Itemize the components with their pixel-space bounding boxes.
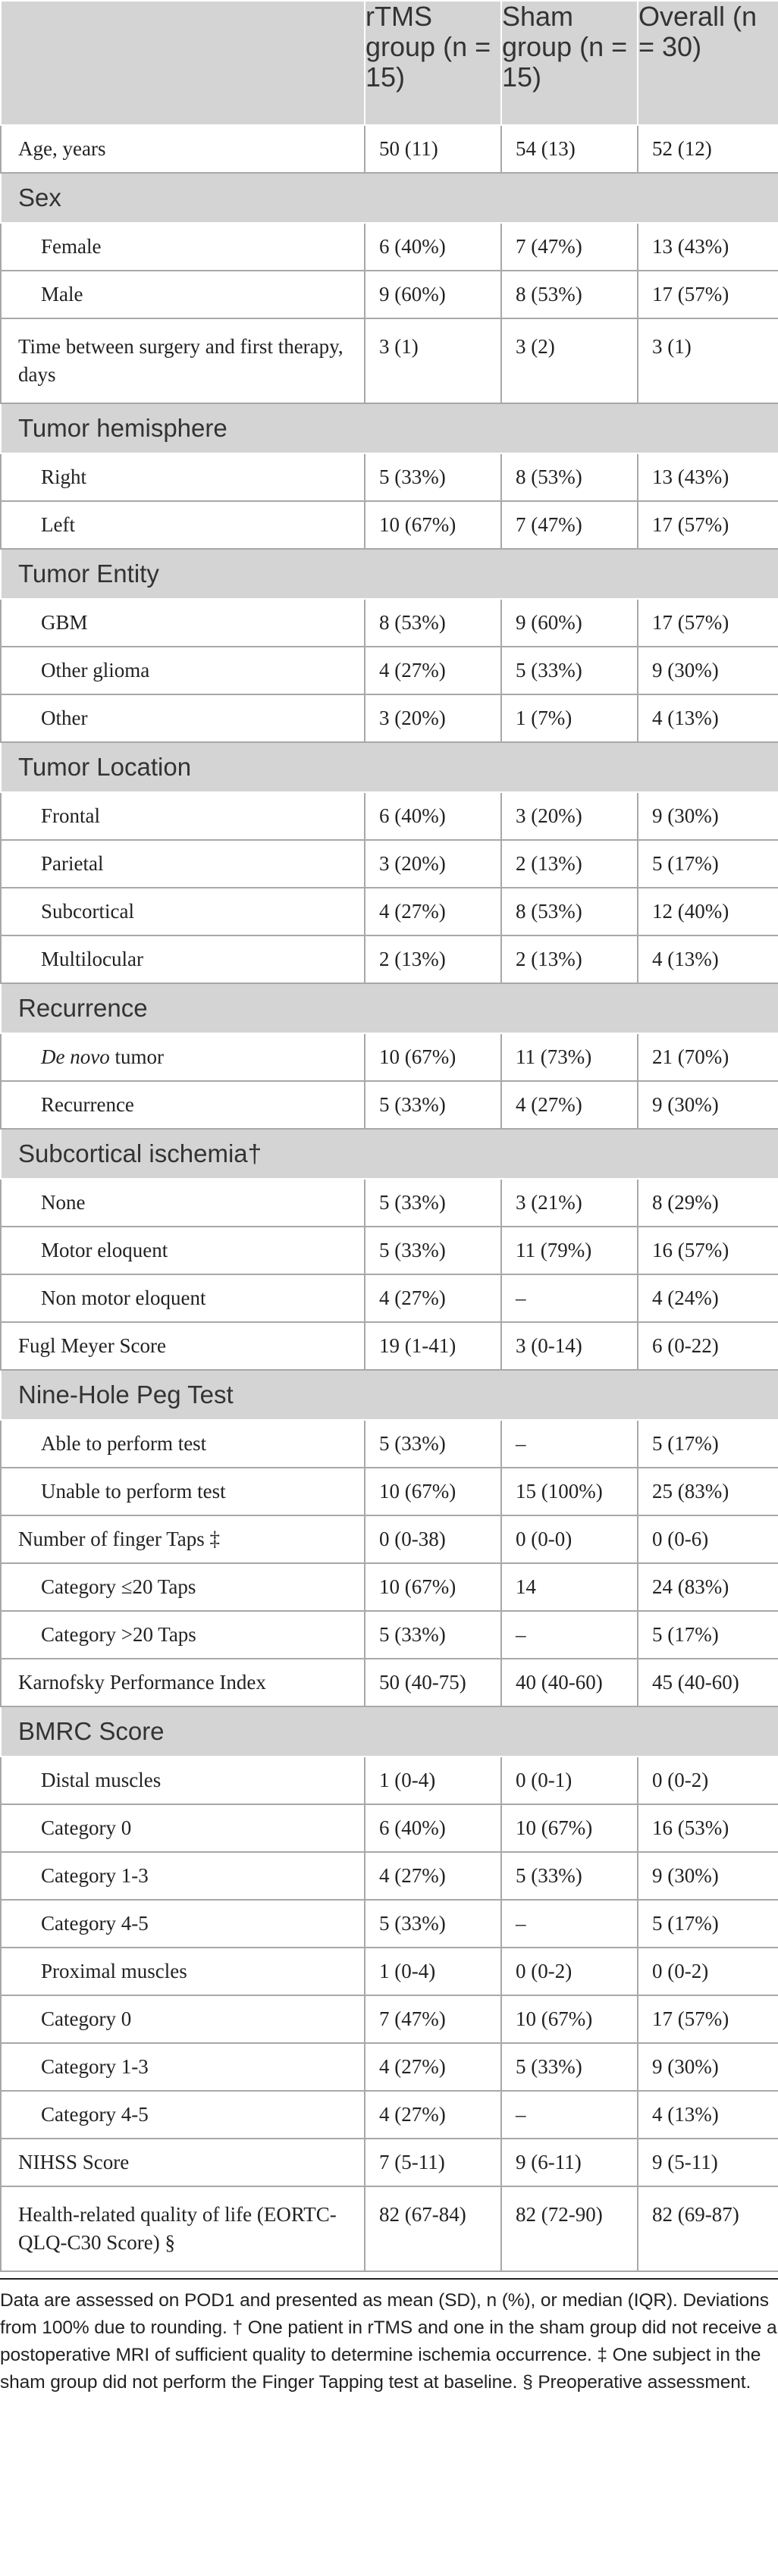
value-overall: 24 (83%) [638,1563,778,1611]
row-label: Karnofsky Performance Index [1,1659,365,1706]
value-rtms: 10 (67%) [365,1033,501,1081]
value-rtms: 10 (67%) [365,501,501,549]
value-overall: 16 (53%) [638,1804,778,1852]
value-sham: 5 (33%) [501,647,638,694]
value-rtms: 4 (27%) [365,888,501,935]
row-label: Non motor eloquent [1,1274,365,1322]
value-rtms: 19 (1-41) [365,1322,501,1370]
value-sham: 3 (20%) [501,792,638,840]
table-row [1,125,778,173]
value-overall: 17 (57%) [638,501,778,549]
value-overall: 0 (0-2) [638,1757,778,1804]
value-overall: 5 (17%) [638,1611,778,1659]
value-overall: 0 (0-2) [638,1948,778,1995]
header-overall: Overall (n = 30) [638,1,778,125]
value-sham: – [501,1274,638,1322]
section-title: BMRC Score [1,1706,778,1757]
row-label: Category 1-3 [1,2043,365,2091]
value-sham: 0 (0-0) [501,1515,638,1563]
value-overall: 25 (83%) [638,1468,778,1515]
value-rtms: 4 (27%) [365,2091,501,2139]
value-overall: 12 (40%) [638,888,778,935]
table-row [1,647,778,694]
row-label: Other [1,694,365,742]
value-overall: 5 (17%) [638,1900,778,1948]
value-rtms: 6 (40%) [365,792,501,840]
value-overall: 82 (69-87) [638,2186,778,2271]
value-overall: 8 (29%) [638,1179,778,1227]
value-sham: 8 (53%) [501,453,638,501]
table-row [1,1757,778,1804]
row-label-rest: tumor [109,1045,164,1068]
row-label: NIHSS Score [1,2139,365,2186]
value-sham: 11 (73%) [501,1033,638,1081]
value-rtms: 5 (33%) [365,1081,501,1129]
value-rtms: 10 (67%) [365,1468,501,1515]
value-overall: 17 (57%) [638,271,778,318]
value-sham: 11 (79%) [501,1227,638,1274]
section-header-row [1,403,778,453]
table-row [1,1179,778,1227]
row-label: Category ≤20 Taps [1,1563,365,1611]
section-header-row [1,549,778,599]
value-overall: 9 (30%) [638,647,778,694]
section-title: Recurrence [1,983,778,1033]
value-rtms: 4 (27%) [365,1274,501,1322]
section-title: Tumor hemisphere [1,403,778,453]
value-overall: 6 (0-22) [638,1322,778,1370]
value-overall: 5 (17%) [638,1420,778,1468]
value-rtms: 0 (0-38) [365,1515,501,1563]
value-sham: 10 (67%) [501,1804,638,1852]
row-label: Number of finger Taps ‡ [1,1515,365,1563]
row-label: Health-related quality of life (EORTC-QLQ-C30 Score) § [1,2186,365,2271]
row-label: Recurrence [1,1081,365,1129]
value-rtms: 5 (33%) [365,1179,501,1227]
row-label: Subcortical [1,888,365,935]
row-label: Other glioma [1,647,365,694]
table-row [1,1468,778,1515]
value-rtms: 50 (40-75) [365,1659,501,1706]
table-row [1,1611,778,1659]
value-rtms: 5 (33%) [365,1611,501,1659]
table-row [1,2091,778,2139]
value-sham: 9 (6-11) [501,2139,638,2186]
table-row [1,792,778,840]
value-sham: – [501,1611,638,1659]
table-row [1,1659,778,1706]
section-header-row [1,742,778,792]
value-overall: 5 (17%) [638,840,778,888]
value-overall: 9 (30%) [638,1081,778,1129]
row-label: Category 0 [1,1995,365,2043]
table-row [1,453,778,501]
table-row [1,2186,778,2271]
value-overall: 17 (57%) [638,599,778,647]
row-label: Male [1,271,365,318]
table-row [1,1322,778,1370]
table-row [1,1804,778,1852]
table-body [1,125,778,2271]
row-label: Category 4-5 [1,1900,365,1948]
table-row [1,1563,778,1611]
row-label: Female [1,223,365,271]
value-overall: 9 (30%) [638,792,778,840]
value-rtms: 1 (0-4) [365,1757,501,1804]
table-row [1,1852,778,1900]
section-header-row [1,173,778,223]
row-label [1,1033,365,1081]
value-rtms: 3 (20%) [365,694,501,742]
table-row [1,318,778,403]
row-label: Distal muscles [1,1757,365,1804]
section-title: Tumor Location [1,742,778,792]
value-sham: 2 (13%) [501,840,638,888]
row-label: Parietal [1,840,365,888]
row-label: Unable to perform test [1,1468,365,1515]
row-label: Category 1-3 [1,1852,365,1900]
value-rtms: 9 (60%) [365,271,501,318]
value-overall: 52 (12) [638,125,778,173]
section-title: Tumor Entity [1,549,778,599]
value-overall: 16 (57%) [638,1227,778,1274]
section-title: Subcortical ischemia† [1,1129,778,1179]
table-row [1,2043,778,2091]
table-row [1,694,778,742]
value-sham: – [501,1900,638,1948]
section-header-row [1,1706,778,1757]
table-row [1,1420,778,1468]
value-sham: – [501,2091,638,2139]
value-overall: 0 (0-6) [638,1515,778,1563]
value-rtms: 4 (27%) [365,647,501,694]
row-label-italic: De novo [41,1045,110,1068]
table-row [1,501,778,549]
value-sham: 82 (72-90) [501,2186,638,2271]
value-overall: 4 (13%) [638,2091,778,2139]
row-label: Category >20 Taps [1,1611,365,1659]
table-row [1,271,778,318]
value-sham: 3 (0-14) [501,1322,638,1370]
value-rtms: 5 (33%) [365,1900,501,1948]
value-sham: 40 (40-60) [501,1659,638,1706]
value-rtms: 6 (40%) [365,223,501,271]
value-overall: 9 (30%) [638,1852,778,1900]
section-header-row [1,983,778,1033]
value-sham: – [501,1420,638,1468]
row-label: Motor eloquent [1,1227,365,1274]
value-sham: 14 [501,1563,638,1611]
value-rtms: 5 (33%) [365,1227,501,1274]
row-label: Able to perform test [1,1420,365,1468]
value-overall: 4 (13%) [638,694,778,742]
value-rtms: 3 (20%) [365,840,501,888]
row-label: GBM [1,599,365,647]
value-sham: 7 (47%) [501,223,638,271]
header-sham-group: Sham group (n = 15) [501,1,638,125]
row-label: Category 0 [1,1804,365,1852]
table-row [1,1081,778,1129]
row-label: Fugl Meyer Score [1,1322,365,1370]
table-row [1,935,778,983]
table-row [1,1033,778,1081]
table-row [1,1274,778,1322]
value-sham: 7 (47%) [501,501,638,549]
value-sham: 4 (27%) [501,1081,638,1129]
table-row [1,1948,778,1995]
value-overall: 4 (24%) [638,1274,778,1322]
row-label: Category 4-5 [1,2091,365,2139]
table-row [1,1900,778,1948]
value-sham: 10 (67%) [501,1995,638,2043]
value-rtms: 7 (5-11) [365,2139,501,2186]
value-sham: 3 (2) [501,318,638,403]
value-rtms: 4 (27%) [365,2043,501,2091]
row-label: Multilocular [1,935,365,983]
table-row [1,888,778,935]
value-overall: 9 (30%) [638,2043,778,2091]
value-sham: 15 (100%) [501,1468,638,1515]
value-sham: 5 (33%) [501,1852,638,1900]
value-rtms: 4 (27%) [365,1852,501,1900]
value-overall: 4 (13%) [638,935,778,983]
value-sham: 8 (53%) [501,888,638,935]
value-rtms: 82 (67-84) [365,2186,501,2271]
section-header-row [1,1129,778,1179]
value-sham: 3 (21%) [501,1179,638,1227]
value-overall: 13 (43%) [638,223,778,271]
row-label: Age, years [1,125,365,173]
table-row [1,599,778,647]
value-sham: 9 (60%) [501,599,638,647]
value-overall: 13 (43%) [638,453,778,501]
value-rtms: 1 (0-4) [365,1948,501,1995]
row-label: Right [1,453,365,501]
table-row [1,223,778,271]
table-row [1,2139,778,2186]
value-rtms: 5 (33%) [365,1420,501,1468]
table-row [1,840,778,888]
value-overall: 45 (40-60) [638,1659,778,1706]
value-sham: 2 (13%) [501,935,638,983]
value-rtms: 10 (67%) [365,1563,501,1611]
header-rtms-group: rTMS group (n = 15) [365,1,501,125]
value-sham: 8 (53%) [501,271,638,318]
value-overall: 3 (1) [638,318,778,403]
table-header-row [1,1,778,125]
row-label: Frontal [1,792,365,840]
table-row [1,1515,778,1563]
value-rtms: 8 (53%) [365,599,501,647]
header-blank-cell [1,1,365,125]
value-sham: 5 (33%) [501,2043,638,2091]
value-rtms: 50 (11) [365,125,501,173]
value-sham: 0 (0-2) [501,1948,638,1995]
row-label: Proximal muscles [1,1948,365,1995]
section-header-row [1,1370,778,1420]
value-sham: 1 (7%) [501,694,638,742]
value-rtms: 7 (47%) [365,1995,501,2043]
value-overall: 9 (5-11) [638,2139,778,2186]
row-label: None [1,1179,365,1227]
value-sham: 0 (0-1) [501,1757,638,1804]
section-title: Sex [1,173,778,223]
table-row [1,1227,778,1274]
row-label: Left [1,501,365,549]
value-overall: 17 (57%) [638,1995,778,2043]
table-row [1,1995,778,2043]
row-label: Time between surgery and first therapy, days [1,318,365,403]
table-footnote: Data are assessed on POD1 and presented as mean (SD), n (%), or median (IQR). Deviations from 100% due to rounding. † One patient in rTMS and one in the sham group did not receive a postoperative MRI of sufficient quality to determine ischemia occurrence. ‡ One subject in the sham group did not perform the Finger Tapping test at baseline. § Preoperative assessment. [0,2278,778,2396]
value-rtms: 2 (13%) [365,935,501,983]
value-rtms: 5 (33%) [365,453,501,501]
value-overall: 21 (70%) [638,1033,778,1081]
section-title: Nine-Hole Peg Test [1,1370,778,1420]
value-sham: 54 (13) [501,125,638,173]
value-rtms: 6 (40%) [365,1804,501,1852]
value-rtms: 3 (1) [365,318,501,403]
